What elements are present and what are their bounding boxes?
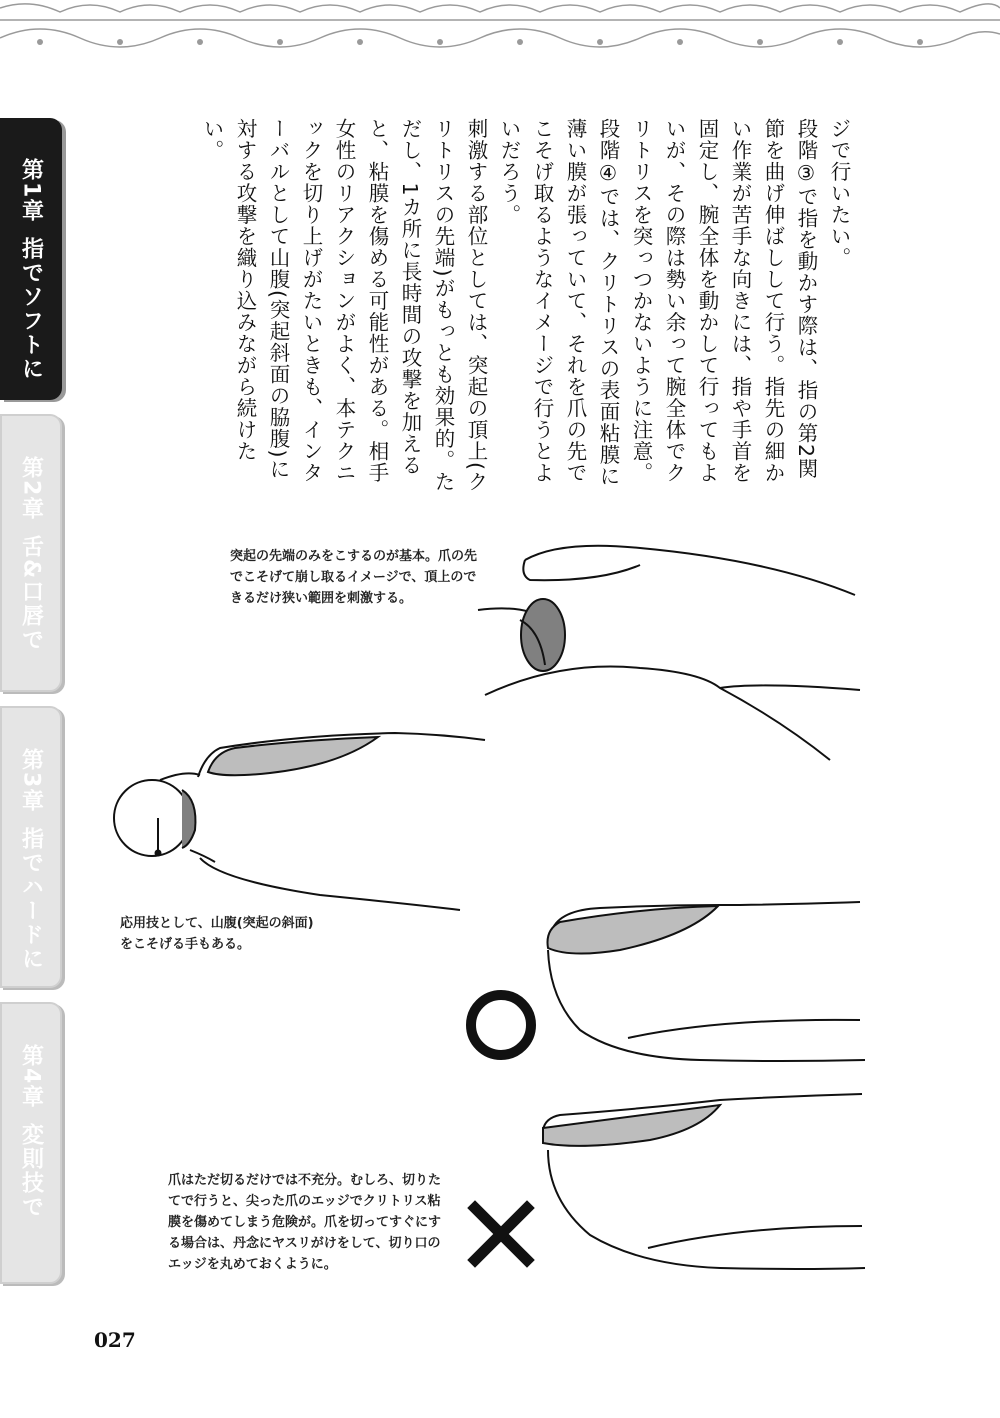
tab-chapter-label: 第2章 — [18, 456, 44, 522]
bad-nail-illustration — [543, 1094, 865, 1269]
good-nail-illustration — [548, 902, 866, 1061]
caption-middle: 応用技として、山腹(突起の斜面)をこそげる手もある。 — [120, 916, 314, 952]
caption-top: 突起の先端のみをこするのが基本。爪の先でこそげて崩し取るイメージで、頂上のできるだけ狭い範囲を刺激する。 — [230, 549, 478, 606]
clitoris-finger-illustration — [114, 733, 485, 910]
tab-chapter-title: 指でハードに — [18, 827, 44, 972]
paragraph: 段階③で指を動かす際は、指の第2関節を曲げ伸ばしして行う。指先の細かい作業が苦手な向きには、指や手首を固定し、腕全体を動かして行ってもよいが、その際は勢い余って腕全体でクリトリスを突っつかないように注意。 — [629, 118, 818, 484]
tab-chapter-title: 変則技で — [18, 1123, 44, 1220]
tab-chapter-title: 指でソフトに — [18, 237, 44, 382]
paragraph: ジで行いたい。 — [827, 118, 851, 269]
paragraph: 刺激する部位としては、突起の頂上(クリトリスの先端)がもっとも効果的。ただし、1カ所に長時間の攻撃を加えると、粘膜を傷める可能性がある。相手女性のリアクションがよく、本テクニックを切り上げがたいときも、インターバルとして山腹(突起斜面の脇腹)に対する攻撃を織り込みながら続けたい。 — [200, 118, 488, 493]
bad-mark-icon — [475, 1208, 527, 1260]
tab-chapter-label: 第3章 — [18, 748, 44, 814]
caption-bottom: 爪はただ切るだけでは不充分。むしろ、切りたてで行うと、尖った爪のエッジでクリトリス粘膜を傷めてしまう危険が。爪を切ってすぐにする場合は、丹念にヤスリがけをして、切り口のエッジを丸めておくように。 — [168, 1173, 442, 1272]
page-number: 027 — [94, 1328, 136, 1352]
tab-chapter-label: 第1章 — [18, 158, 44, 224]
good-mark-icon — [471, 995, 531, 1055]
finger-illustration-top — [478, 546, 860, 760]
paragraph: 段階④では、クリトリスの表面粘膜に薄い膜が張っていて、それを爪の先でこそげ取るようなイメージで行うとよいだろう。 — [497, 118, 620, 487]
tab-chapter-label: 第4章 — [18, 1044, 44, 1110]
tab-chapter-title: 舌&口唇で — [18, 535, 44, 653]
